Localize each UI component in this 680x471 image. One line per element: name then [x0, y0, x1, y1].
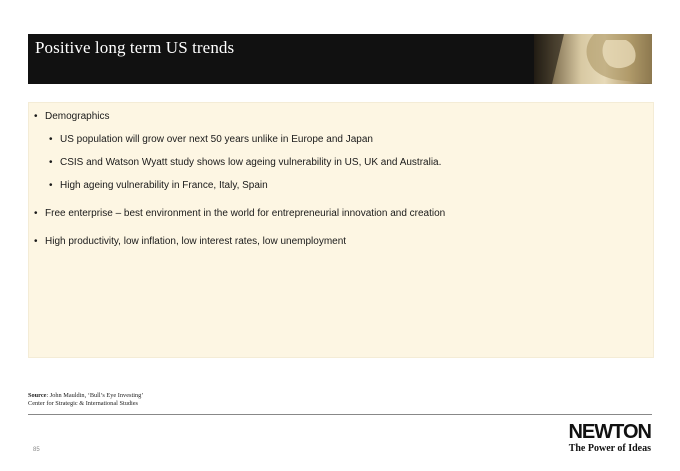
- source-note: [28, 392, 143, 408]
- bullet-item: [49, 180, 268, 191]
- bullet-item: [49, 157, 441, 168]
- newton-logo: NEWTON: [568, 421, 651, 443]
- logo-tagline: The Power of Ideas: [568, 443, 651, 454]
- bullet-item: [49, 134, 373, 145]
- statue-icon: [534, 34, 652, 84]
- bullet-text: High ageing vulnerability in France, Italy, Spain: [60, 180, 268, 191]
- bullet-icon: •: [49, 134, 53, 145]
- bullet-item: [34, 236, 346, 247]
- page-number: 85: [33, 447, 40, 453]
- footer-divider: [28, 414, 652, 415]
- title-bar: [28, 34, 652, 84]
- bullet-item: [34, 208, 445, 219]
- bullet-text: High productivity, low inflation, low interest rates, low unemployment: [45, 236, 347, 247]
- bullet-text: Demographics: [45, 111, 110, 122]
- bullet-icon: •: [49, 180, 53, 191]
- bullet-icon: •: [49, 157, 53, 168]
- bullet-icon: •: [34, 236, 38, 247]
- bullet-text: US population will grow over next 50 years unlike in Europe and Japan: [60, 134, 373, 145]
- content-box: [28, 102, 654, 358]
- bullet-icon: •: [34, 208, 38, 219]
- bullet-item: [34, 111, 109, 122]
- bullet-text: CSIS and Watson Wyatt study shows low ageing vulnerability in US, UK and Australia.: [60, 157, 442, 168]
- source-line-2: Center for Strategic & International Studies: [28, 400, 138, 407]
- source-label: Source: [28, 392, 47, 399]
- page-title: Positive long term US trends: [35, 38, 235, 57]
- statue-image: [534, 34, 652, 84]
- bullet-icon: •: [34, 111, 38, 122]
- bullet-text: Free enterprise – best environment in the world for entrepreneurial innovation and creation: [45, 208, 446, 219]
- source-line-1: : John Mauldin, ‘Bull’s Eye Investing’: [46, 392, 144, 399]
